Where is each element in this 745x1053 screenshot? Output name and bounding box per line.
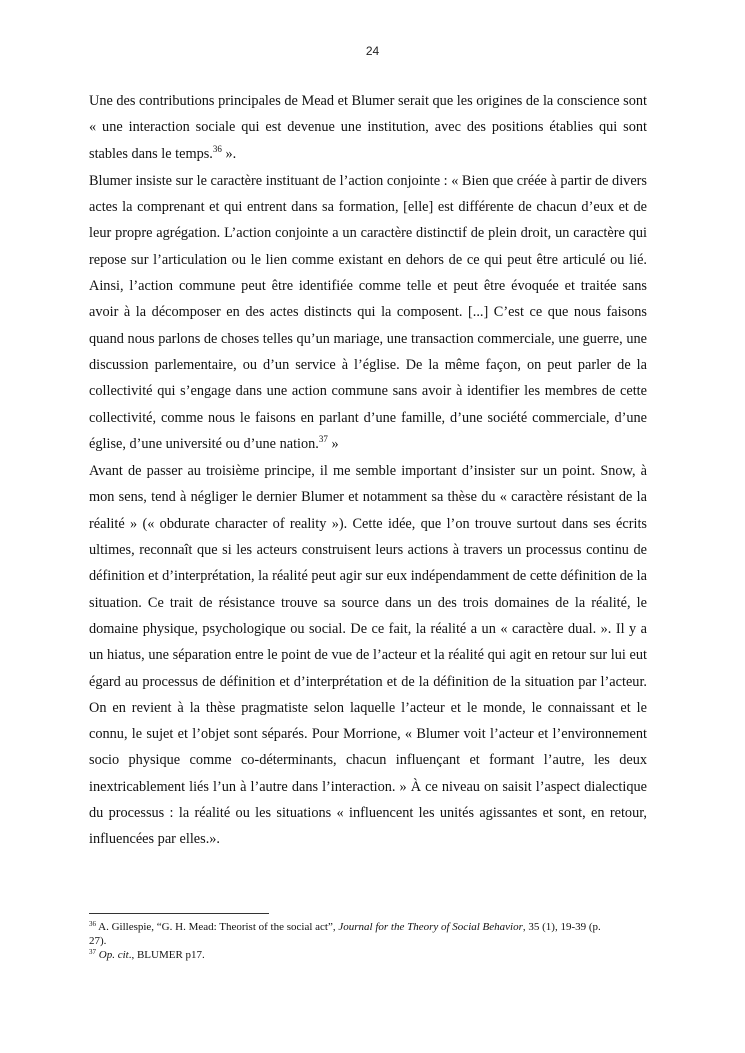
footnote-36-details: , 35 (1), 19-39 (p. 27). [89,921,601,947]
paragraph-3 [89,458,647,852]
paragraph-3-text: Avant de passer au troisième principe, il me semble important d’insister sur un point. Snow, à mon sens, tend à négliger le dernier Blumer et notamment sa thèse du « caractère résistant de la réalité » (« obdurate character of reality »). Cette idée, que l’on trouve surtout dans ses écrits ultimes, reconnaît que si les acteurs construisent leurs actions à travers un processus continu de définition et d’interprétation, la réalité peut agir sur eux indépendamment de cette définition de la situation. Ce trait de résistance trouve sa source dans un des trois domaines de la réalité, le domaine physique, psychologique ou social. De ce fait, la réalité a un « caractère dual. ». Il y a un hiatus, une séparation entre le point de vue de l’acteur et la réalité qui agit en retour sur lui eut égard au processus de définition et d’interprétation et de la définition de la situation par l’acteur. On en revient à la thèse pragmatiste selon laquelle l’acteur et le monde, le connaissant et le connu, le sujet et l’objet sont séparés. Pour Morrione, « Blumer voit l’acteur et l’environnement socio physique comme co-déterminants, chacun influençant et formant l’autre, les deux inextricablement liés l’un à l’autre dans l’interaction. » À ce niveau on saisit l’aspect dialectique du processus : la réalité ou les situations « influencent les unités agissantes et sont, en retour, influencées par elles.». [89,463,647,848]
paragraph-2-text: Blumer insiste sur le caractère instituant de l’action conjointe : « Bien que créée à partir de divers actes la comprenant et qui entrent dans sa formation, [elle] est différente de chacun d’eux et de leur propre agrégation. L’action conjointe a un caractère distinctif de plein droit, un caractère qui repose sur l’articulation ou le lien comme existant en dehors de ce qui peut être articulé ou lié. Ainsi, l’action commune peut être identifiée comme telle et peut être évoquée et traitée sans avoir à la décomposer en des actes distincts qui la composent. [...] C’est ce que nous faisons quand nous parlons de choses telles qu’un mariage, une transaction commerciale, une guerre, une discussion parlementaire, ou d’un service à l’église. De la même façon, on peut parler de la collectivité qui s’engage dans une action commune sans avoir à identifier les membres de cette collectivité, comme nous le faisons en parlant d’une famille, d’une société commerciale, d’une église, d’une université ou d’une nation. [89,172,647,452]
paragraph-2 [89,168,647,457]
footnote-37-details: ., BLUMER p17. [128,949,205,961]
footnote-36 [89,920,609,948]
footnote-ref-36[interactable]: 36 [212,143,222,154]
footnote-37 [89,948,609,962]
body-text [89,88,647,854]
footnote-36-number: 36 [89,920,96,928]
footnote-36-text: A. Gillespie, “G. H. Mead: Theorist of the social act”, [96,921,339,933]
footnote-36-journal: Journal for the Theory of Social Behavior [338,921,523,933]
paragraph-2-tail: » [327,435,339,452]
paragraph-1 [89,88,647,167]
footnote-ref-37[interactable]: 37 [318,433,328,444]
paragraph-1-tail: ». [221,145,237,162]
footnote-37-number: 37 [89,948,96,956]
paragraph-1-text: Une des contributions principales de Mead et Blumer serait que les origines de la conscience sont « une interaction sociale qui est devenue une institution, avec des positions établies qui sont stables dans le temps. [89,93,647,162]
footnotes [89,920,609,962]
page-number: 24 [365,44,380,58]
footnote-37-opcit: Op. cit [98,949,129,961]
footnote-separator [89,913,269,914]
